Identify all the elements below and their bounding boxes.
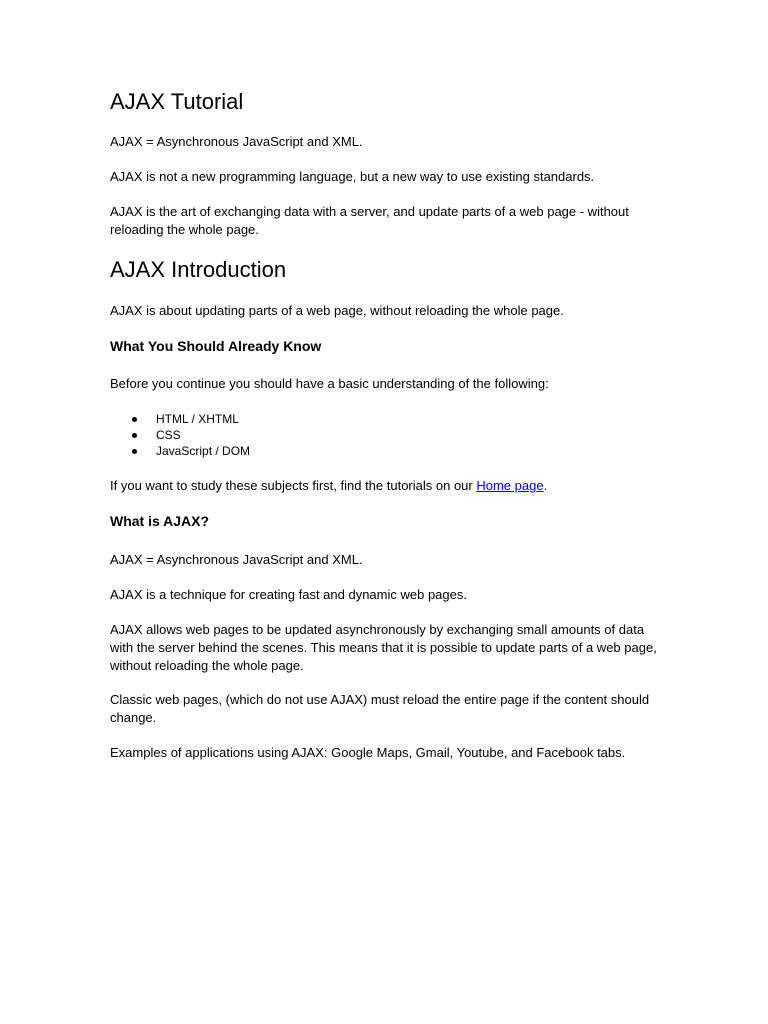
list-item [110, 443, 250, 459]
tutorial-paragraph-2: AJAX is not a new programming language, but a new way to use existing standards. [110, 169, 595, 184]
prerequisite-list [110, 411, 250, 459]
introduction-title: AJAX Introduction [110, 257, 287, 282]
list-item [110, 427, 250, 443]
bullet-icon [132, 433, 137, 438]
home-page-link[interactable]: Home page [476, 478, 544, 493]
list-item-label: HTML / XHTML [156, 412, 239, 426]
introduction-paragraph-1: AJAX is about updating parts of a web page, without reloading the whole page. [110, 303, 564, 318]
what-is-heading: What is AJAX? [110, 513, 210, 529]
list-item-label: CSS [156, 428, 181, 442]
study-text-after: . [543, 478, 548, 493]
what-is-paragraph-3: AJAX allows web pages to be updated asynchronously by exchanging small amounts of data with the server behind the scenes. This means that it is possible to update parts of a web page, without reloading the whole page. [110, 622, 657, 673]
already-know-intro: Before you continue you should have a basic understanding of the following: [110, 376, 549, 391]
study-paragraph [110, 477, 665, 495]
bullet-icon [132, 417, 137, 422]
tutorial-paragraph-1: AJAX = Asynchronous JavaScript and XML. [110, 134, 363, 149]
already-know-heading: What You Should Already Know [110, 338, 322, 354]
what-is-paragraph-4: Classic web pages, (which do not use AJAX) must reload the entire page if the content should change. [110, 692, 650, 725]
bullet-icon [132, 449, 137, 454]
what-is-paragraph-2: AJAX is a technique for creating fast and dynamic web pages. [110, 587, 467, 602]
list-item [110, 411, 250, 427]
list-item-label: JavaScript / DOM [156, 444, 251, 458]
what-is-paragraph-1: AJAX = Asynchronous JavaScript and XML. [110, 552, 363, 567]
study-text-before: If you want to study these subjects first, find the tutorials on our [110, 478, 477, 493]
tutorial-paragraph-3: AJAX is the art of exchanging data with a server, and update parts of a web page - without reloading the whole page. [110, 204, 629, 237]
tutorial-title: AJAX Tutorial [110, 89, 244, 114]
what-is-paragraph-5: Examples of applications using AJAX: Google Maps, Gmail, Youtube, and Facebook tabs. [110, 745, 626, 760]
